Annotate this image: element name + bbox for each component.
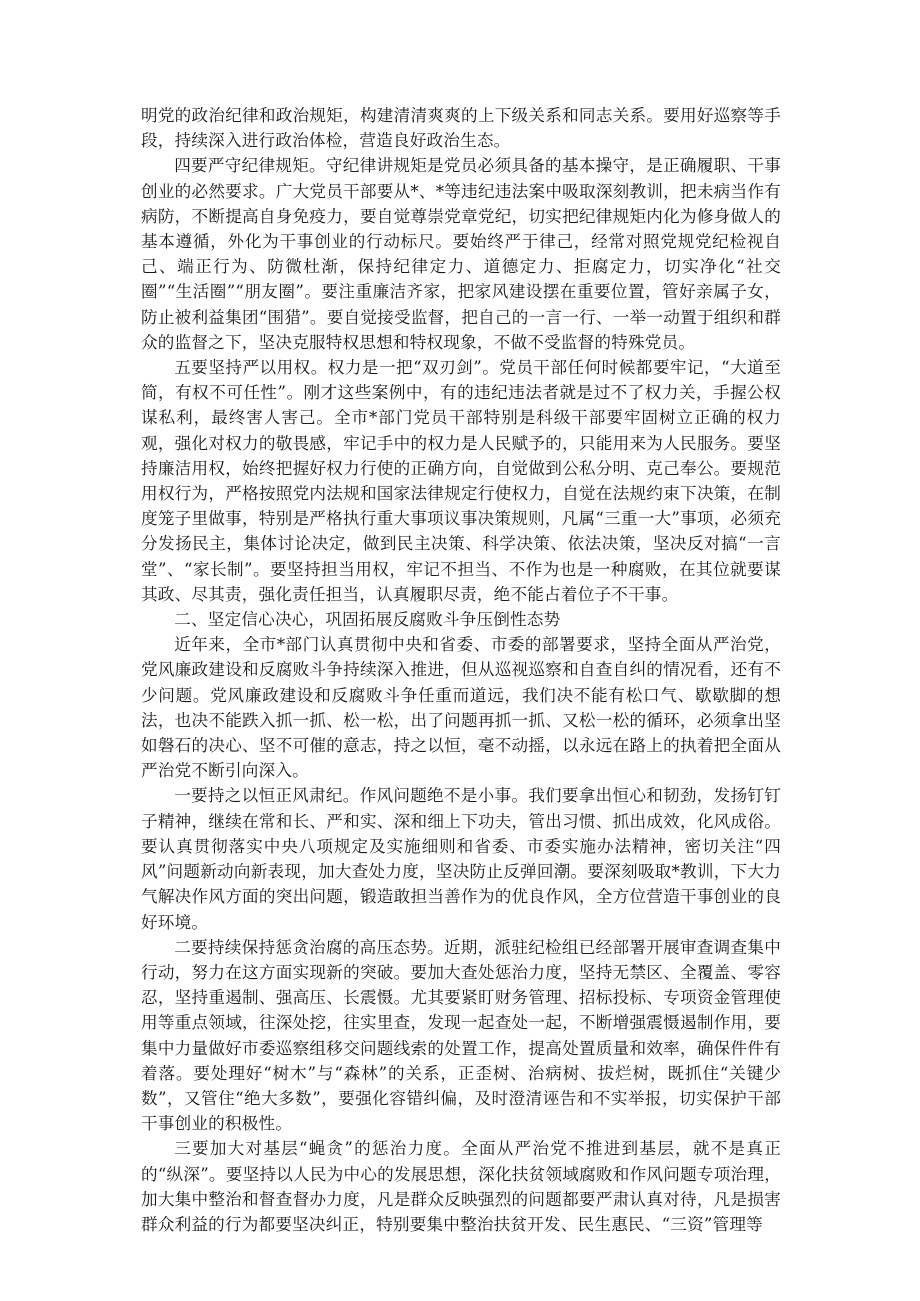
paragraph: 一要持之以恒正风肃纪。作风问题绝不是小事。我们要拿出恒心和韧劲，发扬钉钉子精神，继续在常和长、严和实、深和细上下功夫，管出习惯、抓出成效，化风成俗。要认真贯彻落实中央八项规定及实施细则和省委、市委实施办法精神，密切关注“四风”问题新动向新表现，加大查处力度，坚决防止反弹回潮。要深刻吸取*教训，下大力气解决作风方面的突出问题，锻造敢担当善作为的优良作风，全方位营造干事创业的良好环境。 xyxy=(141,786,781,932)
paragraph: 五要坚持严以用权。权力是一把“双刃剑”。党员干部任何时候都要牢记，“大道至简，有权不可任性”。刚才这些案例中，有的违纪违法者就是过不了权力关，手握公权谋私利，最终害人害己。全市*部门党员干部特别是科级干部要牢固树立正确的权力观，强化对权力的敬畏感，牢记手中的权力是人民赋予的，只能用来为人民服务。要坚持廉洁用权，始终把握好权力行使的正确方向，自觉做到公私分明、克己奉公。要规范用权行为，严格按照党内法规和国家法律规定行使权力，自觉在法规约束下决策，在制度笼子里做事，特别是严格执行重大事项议事决策规则，凡属“三重一大”事项，必须充分发扬民主，集体讨论决定，做到民主决策、科学决策、依法决策，坚决反对搞“一言堂”、“家长制”。要坚持担当用权，牢记不担当、不作为也是一种腐败，在其位就要谋其政、尽其责，强化责任担当，认真履职尽责，绝不能占着位子不干事。 xyxy=(141,358,781,604)
paragraph: 四要严守纪律规矩。守纪律讲规矩是党员必须具备的基本操守，是正确履职、干事创业的必然要求。广大党员干部要从*、*等违纪违法案中吸取深刻教训，把未病当作有病防，不断提高自身免疫力，要自觉尊崇党章党纪，切实把纪律规矩内化为修身做人的基本遵循，外化为干事创业的行动标尺。要始终严于律己，经常对照党规党纪检视自己、端正行为、防微杜渐，保持纪律定力、道德定力、拒腐定力，切实净化“社交圈”“生活圈”“朋友圈”。要注重廉洁齐家，把家风建设摆在重要位置，管好亲属子女，防止被利益集团“围猎”。要自觉接受监督，把自己的一言一行、一举一动置于组织和群众的监督之下，坚决克服特权思想和特权现象，不做不受监督的特殊党员。 xyxy=(141,156,781,352)
paragraph: 二要持续保持惩贪治腐的高压态势。近期，派驻纪检组已经部署开展审查调查集中行动，努力在这方面实现新的突破。要加大查处惩治力度，坚持无禁区、全覆盖、零容忍，坚持重遏制、强高压、长震慑。尤其要紧盯财务管理、招标投标、专项资金管理使用等重点领域，往深处挖，往实里查，发现一起查处一起，不断增强震慑遏制作用，要集中力量做好市委巡察组移交问题线索的处置工作，提高处置质量和效率，确保件件有着落。要处理好“树木”与“森林”的关系，正歪树、治病树、拔烂树，既抓住“关键少数”，又管住“绝大多数”，要强化容错纠偏，及时澄清诬告和不实举报，切实保护干部干事创业的积极性。 xyxy=(141,937,781,1134)
document-page xyxy=(141,103,781,1237)
paragraph: 三要加大对基层“蝇贪”的惩治力度。全面从严治党不推进到基层，就不是真正的“纵深”。要坚持以人民为中心的发展思想，深化扶贫领域腐败和作风问题专项治理，加大集中整治和督查督办力度，凡是群众反映强烈的问题都要严肃认真对待，凡是损害群众利益的行为都要坚决纠正，特别要集中整治扶贫开发、民生惠民、“三资”管理等 xyxy=(141,1139,781,1234)
paragraph: 明党的政治纪律和政治规矩，构建清清爽爽的上下级关系和同志关系。要用好巡察等手段，持续深入进行政治体检，营造良好政治生态。 xyxy=(141,106,781,151)
section-heading: 二、坚定信心决心，巩固拓展反腐败斗争压倒性态势 xyxy=(174,610,561,630)
paragraph: 近年来，全市*部门认真贯彻中央和省委、市委的部署要求，坚持全面从严治党，党风廉政建设和反腐败斗争持续深入推进，但从巡视巡察和自查自纠的情况看，还有不少问题。党风廉政建设和反腐败斗争任重而道远，我们决不能有松口气、歇歇脚的想法，也决不能跌入抓一抓、松一松，出了问题再抓一抓、又松一松的循环，必须拿出坚如磐石的决心、坚不可催的意志，持之以恒，毫不动摇，以永远在路上的执着把全面从严治党不断引向深入。 xyxy=(141,635,781,781)
